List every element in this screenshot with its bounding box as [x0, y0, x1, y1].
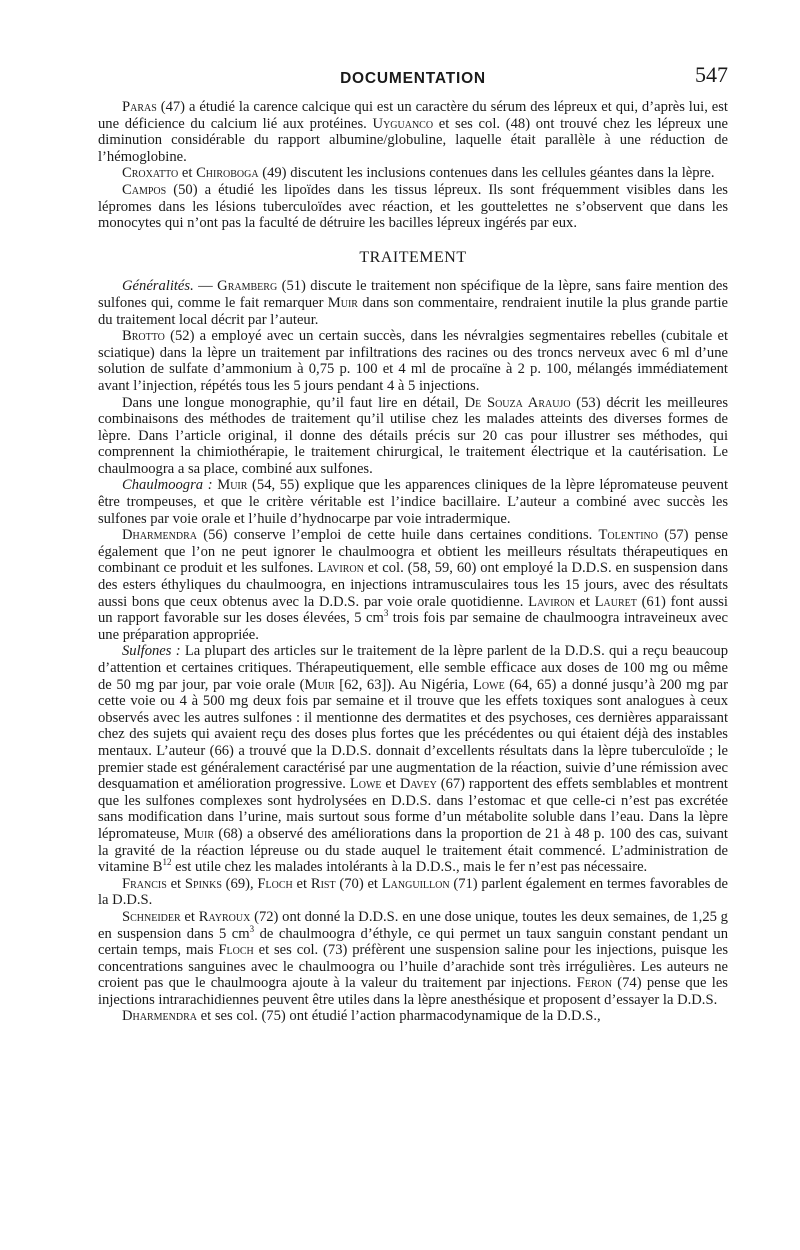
- author-name: Rist: [310, 875, 336, 892]
- author-name: Floch: [257, 875, 293, 892]
- paragraph: [98, 278, 728, 328]
- text-run: (72) ont donné la D.D.S. en une dose unique, toutes les deux semaines, de 1,25 g en suspension dans 5 cm: [98, 908, 728, 942]
- superscript: 3: [249, 923, 255, 934]
- author-name: Lowe: [349, 776, 382, 793]
- text-run: et ses col. (75) ont étudié l’action pharmacodynamique de la D.D.S.,: [197, 1008, 601, 1025]
- text-run: et ses col. (73) préfèrent une suspension saline pour les injections, puisque les concentrations sanguines avec le chaulmoogra ou l’huile d’arachide sont très irrégulières. Les auteurs ne croient pas que le chaulmoogra ajoute à la valeur du traitement par injections.: [98, 942, 728, 992]
- text-run: et: [381, 776, 400, 793]
- author-name: Feron: [576, 975, 612, 992]
- paragraph: [98, 909, 728, 1009]
- author-name: Uyguanco: [372, 115, 434, 132]
- author-name: Croxatto: [122, 165, 179, 182]
- author-name: Campos: [122, 181, 167, 198]
- author-name: Dharmendra: [122, 527, 197, 544]
- author-name: Floch: [218, 942, 254, 959]
- author-name: Spinks: [184, 875, 222, 892]
- text-run: (54, 55) explique que les apparences cliniques de la lèpre lépromateuse peuvent être trompeuses, et que le critère véritable est l’indice bacillaire. L’auteur a combiné avec succès les sulfones par voie orale et l’huile d’hydnocarpe par voie intradermique.: [98, 477, 728, 527]
- subsection-label: Généralités.: [122, 278, 194, 295]
- text-run: et: [180, 908, 199, 925]
- text-run: (68) a observé des améliorations dans la proportion de 21 à 48 p. 100 des cas, suivant la gravité de la réaction lépreuse ou du stade auquel le traitement était commencé. L’administration de vitamine B: [98, 825, 728, 876]
- text-run: (71) parlent également en termes favorables de la D.D.S.: [98, 875, 728, 909]
- paragraphs-after-section: [98, 278, 728, 1025]
- text-run: (64, 65) a donné jusqu’à 200 mg par cette voie ou 4 à 500 mg deux fois par semaine et il trouve que les effets toxiques sont analogues à ceux observés avec les autres sulfones : il mentionne des dermatites et des psychoses, ces dernières apparaissant chez des sujets qui avaient reçu des doses plus fortes que les précédentes ou qui étaient déjà des instables mentaux. L’auteur (66) a trouvé que la D.D.S. donnait d’excellents résultats dans la lèpre tuberculoïde ; le premier stade est généralement caractérisé par une augmentation de la réaction, suivie d’une rémission avec desquamation et amélioration progressive.: [98, 676, 728, 793]
- author-name: Muir: [183, 825, 214, 842]
- text-run: (74) pense que les injections intrarachidiennes peuvent être utiles dans la lèpre anesthésique et proposent d’essayer la D.D.S.: [98, 975, 728, 1008]
- text-run: (67) rapportent des effets semblables et montrent que les sulfones complexes sont hydrolysées en D.D.S. dans l’estomac et que celle-ci n’est pas excrétée sans modification dans l’urine, mais surtout sous forme d’un métabolite soluble dans l’eau. Dans la lèpre lépromateuse,: [98, 776, 728, 842]
- paragraph: [98, 477, 728, 527]
- text-run: trois fois par semaine de chaulmoogra intraveineux avec une préparation appropriée.: [98, 610, 728, 643]
- text-run: et ses col. (48) ont trouvé chez les lépreux une diminution considérable du rapport albumine/globuline, laquelle était parallèle à une réduction de l’hémoglobine.: [98, 115, 728, 165]
- paragraph: [98, 328, 728, 394]
- superscript: 12: [162, 857, 172, 868]
- author-name: Lauret: [594, 593, 637, 610]
- paragraphs-before-section: [98, 99, 728, 232]
- author-name: Muir: [217, 477, 248, 494]
- author-name: Davey: [399, 776, 437, 793]
- superscript: 3: [383, 608, 389, 619]
- text-run: [62, 63]). Au Nigéria,: [334, 676, 473, 693]
- subsection-label: Chaulmoogra :: [122, 477, 213, 494]
- author-name: Tolentino: [598, 527, 658, 544]
- text-run: (57) pense également que l’on ne peut ignorer le chaulmoogra et obtient les meilleurs résultats thérapeutiques en combinant ce produit et les sulfones.: [98, 527, 728, 577]
- author-name: Laviron: [317, 560, 364, 577]
- paragraph: [98, 876, 728, 909]
- paragraph: [98, 395, 728, 478]
- text-run: —: [193, 278, 218, 295]
- text-run: et: [574, 593, 595, 610]
- author-name: Paras: [122, 99, 157, 115]
- author-name: Gramberg: [217, 278, 278, 295]
- text-run: (53) décrit les meilleures combinaisons des méthodes de traitement qu’il utilise chez les malades atteints des diverses formes de lèpre. Dans l’article original, il donne des détails précis sur 20 cas pour illustrer ses méthodes, qui comprennent la chimiothérapie, le traitement chirurgical, le traitement électrique et la cautérisation. Le chaulmoogra a sa place, combiné aux sulfones.: [98, 394, 729, 477]
- paragraph: [98, 527, 728, 643]
- author-name: Francis: [122, 875, 167, 892]
- text-run: (47) a étudié la carence calcique qui est un caractère du sérum des lépreux et qui, d’après lui, est une déficience du calcium lié aux protéines.: [98, 99, 728, 132]
- author-name: Languillon: [381, 875, 450, 892]
- author-name: Laviron: [528, 593, 575, 610]
- paragraph: [98, 1008, 728, 1025]
- text-run: (70) et: [335, 875, 382, 892]
- text-run: dans son commentaire, rendraient inutile la plus grande partie du traitement local décrit par l’auteur.: [98, 294, 728, 328]
- text-run: de chaulmoogra d’éthyle, ce qui permet un taux sanguin constant pendant un certain temps, mais: [98, 925, 728, 959]
- author-name: Muir: [304, 676, 335, 693]
- text-run: La plupart des articles sur le traitement de la lèpre parlent de la D.D.S. qui a reçu beaucoup d’attention et certaines critiques. Thérapeutiquement, elle semble efficace aux doses de 100 mg ou même de 50 mg par jour, par voie orale (: [98, 643, 728, 693]
- text-run: (69),: [221, 875, 258, 892]
- text-run: (56) conserve l’emploi de cette huile dans certaines conditions.: [197, 527, 599, 544]
- text-run: (49) discutent les inclusions contenues dans les cellules géantes dans la lèpre.: [258, 165, 715, 182]
- author-name: De Souza Araujo: [464, 394, 571, 411]
- author-name: Schneider: [122, 908, 181, 925]
- running-title: DOCUMENTATION: [340, 70, 486, 87]
- text-run: (52) a employé avec un certain succès, dans les névralgies segmentaires rebelles (cubitale et sciatique) dans la lèpre un traitement par infiltrations des racines ou des troncs nerveux avec 6 ml d’une solution de sulfate d’ammonium à 0,75 p. 100 et 4 ml de procaïne à 2 p. 100, mélangés immédiatement avant l’injection, répétés tous les 5 jours pendant 4 à 5 injections.: [98, 328, 728, 394]
- subsection-label: Sulfones :: [122, 643, 181, 660]
- text-run: et col. (58, 59, 60) ont employé la D.D.S. en suspension dans des esters éthyliques du chaulmoogra, en injections intramusculaires tous les 15 jours, avec des résultats aussi bons que ceux obtenus avec la D.D.S. par voie orale quotidienne.: [98, 560, 728, 610]
- text-run: et: [166, 875, 185, 892]
- author-name: Muir: [327, 294, 358, 311]
- author-name: Lowe: [473, 676, 505, 693]
- paragraph: [98, 99, 728, 165]
- author-name: Chiroboga: [196, 165, 259, 182]
- paragraph: [98, 165, 728, 182]
- page-body: [98, 99, 728, 1025]
- paragraph: [98, 643, 728, 875]
- text-run: est utile chez les malades intolérants à la D.D.S., mais le fer n’est pas nécessaire.: [171, 859, 648, 876]
- author-name: Brotto: [122, 328, 165, 345]
- text-run: (51) discute le traitement non spécifique de la lèpre, sans faire mention des sulfones qui, comme le fait remarquer: [98, 278, 728, 311]
- text-run: et: [178, 165, 197, 182]
- text-run: et: [292, 875, 311, 892]
- page-number: 547: [695, 62, 728, 87]
- author-name: Rayroux: [198, 908, 251, 925]
- text-run: Dans une longue monographie, qu’il faut lire en détail,: [122, 394, 465, 411]
- text-run: (50) a étudié les lipoïdes dans les tissus lépreux. Ils sont fréquemment visibles dans les lépromes dans les lésions tuberculoïdes avec réaction, et les gouttelettes ne s’observent que dans les monocytes qui n’ont pas la faculté de détruire les bacilles lépreux ingérés par eux.: [98, 181, 728, 232]
- section-title: TRAITEMENT: [359, 248, 467, 266]
- page-header: [98, 62, 728, 92]
- author-name: Dharmendra: [122, 1008, 197, 1025]
- text-run: (61) font aussi un rapport favorable sur les doses élevées, 5 cm: [98, 593, 728, 627]
- paragraph: [98, 182, 728, 232]
